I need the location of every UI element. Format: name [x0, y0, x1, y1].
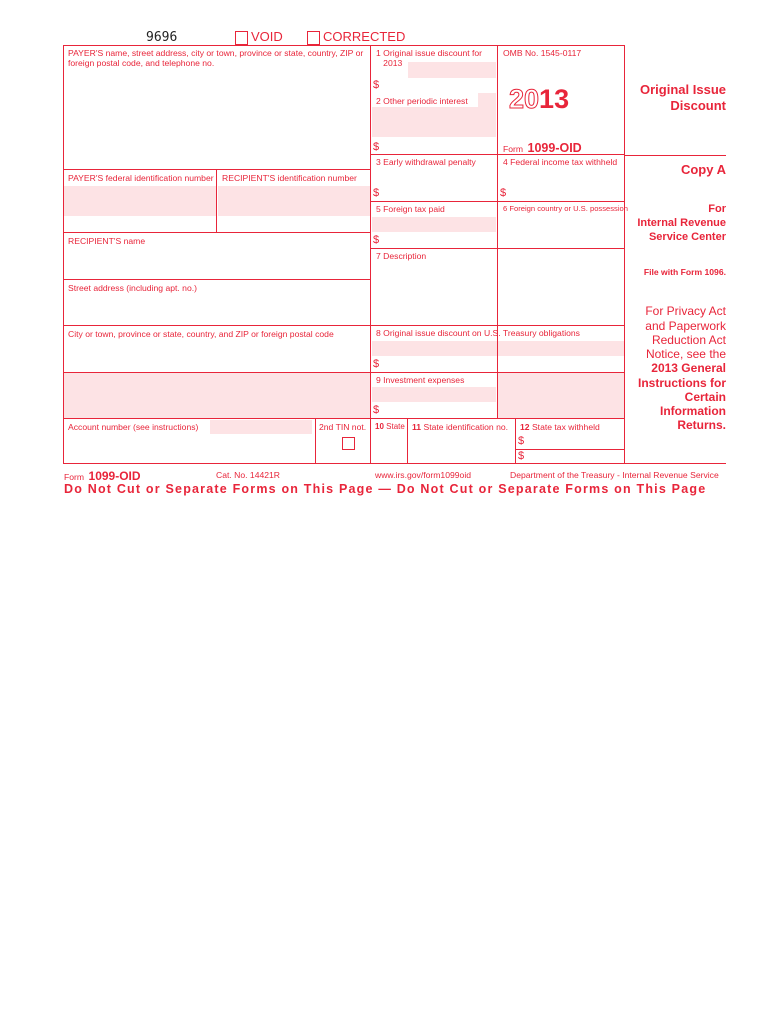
form-name: 1099-OID [527, 141, 582, 155]
box8-label [376, 328, 580, 338]
privacy-line-8: Information [660, 404, 726, 418]
box5-label [376, 204, 445, 214]
box10-label [375, 422, 405, 432]
tax-year-bold: 13 [539, 84, 570, 114]
catalog-number: Cat. No. 14421R [216, 470, 281, 480]
sidebar-for-3: Service Center [648, 231, 726, 243]
privacy-line-7: Certain [684, 390, 726, 404]
footer-form-prefix: Form [64, 472, 85, 482]
account-number-field[interactable] [210, 420, 312, 434]
box11-label [412, 422, 508, 432]
irs-url: www.irs.gov/form1099oid [375, 470, 472, 480]
box3-text: Early withdrawal penalty [383, 157, 476, 167]
box6-label [503, 204, 628, 214]
box4-dollar: $ [500, 187, 507, 199]
street-address-label: Street address (including apt. no.) [68, 283, 197, 293]
payer-info-label: PAYER'S name, street address, city or town, province or state, country, ZIP or foreign postal code, and telephone no. [68, 48, 364, 68]
void-label: VOID [251, 29, 283, 44]
box1-text: Original issue discount for 2013 [383, 48, 483, 68]
department-label: Department of the Treasury - Internal Revenue Service [510, 470, 719, 480]
form-id-box [503, 139, 582, 157]
box10-text: State [386, 422, 405, 431]
box9-field[interactable] [372, 387, 496, 402]
box3-dollar: $ [373, 187, 380, 199]
do-not-cut-warning: Do Not Cut or Separate Forms on This Page — Do Not Cut or Separate Forms on This Page [64, 482, 707, 496]
box2-field[interactable] [372, 107, 496, 137]
tax-year-outline: 20 [509, 84, 540, 114]
box9-right-field[interactable] [498, 373, 624, 418]
box8-field[interactable] [372, 341, 624, 356]
box4-text: Federal income tax withheld [510, 157, 618, 167]
city-label: City or town, province or state, country, and ZIP or foreign postal code [68, 329, 334, 339]
box2-number: 2 [376, 96, 381, 106]
box3-number: 3 [376, 157, 381, 167]
corrected-checkbox[interactable] [307, 31, 320, 45]
privacy-line-1: For Privacy Act [645, 304, 726, 318]
privacy-line-4: Notice, see the [645, 347, 726, 361]
box12-text: State tax withheld [531, 422, 600, 432]
privacy-line-6: Instructions for [637, 376, 726, 390]
privacy-line-2: and Paperwork [645, 319, 726, 333]
box12-number: 12 [520, 422, 530, 432]
box5-field[interactable] [372, 217, 496, 232]
box11-text: State identification no. [423, 422, 509, 432]
payer-fed-id-label: PAYER'S federal identification number [68, 173, 214, 183]
box1-label [376, 48, 491, 68]
tax-year [509, 85, 569, 113]
payer-fed-id-field[interactable] [64, 186, 216, 216]
payer-address-lower-field[interactable] [64, 373, 370, 418]
footer-form-name: 1099-OID [88, 469, 141, 483]
box7-label [376, 251, 426, 261]
void-checkbox[interactable] [235, 31, 248, 45]
box12-dollar-1: $ [518, 435, 525, 447]
sidebar-title-2: Discount [670, 98, 726, 113]
box12-label [520, 422, 600, 432]
box4-number: 4 [503, 157, 508, 167]
box7-number: 7 [376, 251, 381, 261]
second-tin-label: 2nd TIN not. [319, 422, 367, 432]
box3-label [376, 157, 476, 167]
box8-dollar: $ [373, 358, 380, 370]
box6-number: 6 [503, 204, 508, 213]
omb-number: OMB No. 1545-0117 [503, 48, 582, 58]
second-tin-checkbox[interactable] [342, 437, 355, 450]
box9-text: Investment expenses [383, 375, 465, 385]
box12-dollar-2: $ [518, 450, 525, 462]
form-code: 9696 [146, 30, 178, 45]
sidebar-title-1: Original Issue [640, 82, 726, 97]
box9-dollar: $ [373, 404, 380, 416]
box5-dollar: $ [373, 234, 380, 246]
box9-label [376, 375, 464, 385]
box5-number: 5 [376, 204, 381, 214]
box10-number: 10 [375, 422, 384, 431]
file-with-label: File with Form 1096. [643, 267, 726, 277]
box8-number: 8 [376, 328, 381, 338]
sidebar-for-2: Internal Revenue [637, 217, 726, 229]
box1-number: 1 [376, 48, 381, 58]
corrected-label: CORRECTED [323, 29, 406, 44]
recipient-id-label: RECIPIENT'S identification number [222, 173, 357, 183]
box2-label [376, 96, 468, 106]
box6-text: Foreign country or U.S. possession [509, 204, 628, 213]
box9-number: 9 [376, 375, 381, 385]
box4-label [503, 157, 617, 167]
privacy-line-3: Reduction Act [651, 333, 726, 347]
box11-number: 11 [412, 422, 422, 432]
box8-text: Original issue discount on U.S. Treasury obligations [383, 328, 580, 338]
recipient-id-field[interactable] [218, 186, 370, 216]
form-prefix: Form [503, 144, 524, 154]
recipient-name-label: RECIPIENT'S name [68, 236, 146, 246]
sidebar-for-1: For [708, 203, 726, 215]
privacy-line-9: Returns. [677, 418, 726, 432]
account-number-label: Account number (see instructions) [68, 422, 199, 432]
box1-dollar: $ [373, 79, 380, 91]
box2-dollar: $ [373, 141, 380, 153]
box2-field-top[interactable] [478, 93, 496, 107]
box5-text: Foreign tax paid [383, 204, 445, 214]
copy-label: Copy A [680, 162, 726, 177]
box2-text: Other periodic interest [383, 96, 468, 106]
privacy-line-5: 2013 General [651, 361, 726, 375]
box7-text: Description [383, 251, 427, 261]
